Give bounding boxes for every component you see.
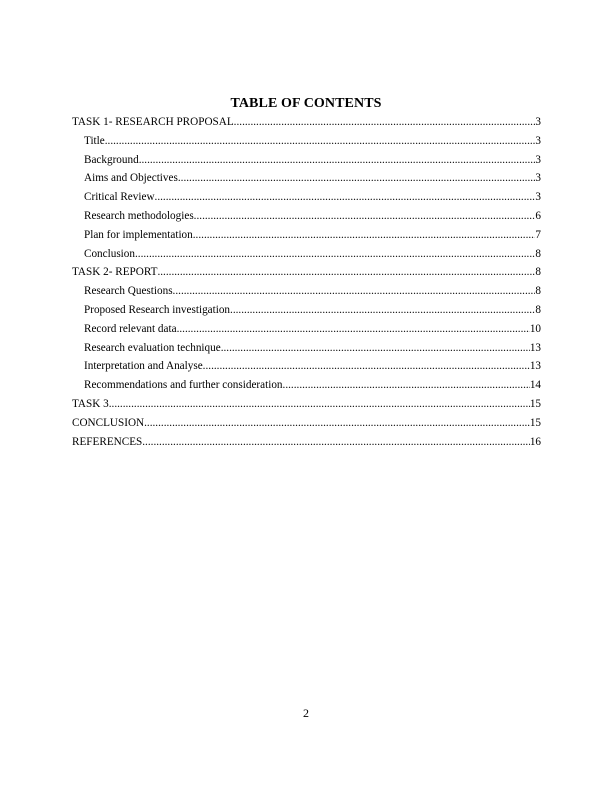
toc-entry-page: 15 bbox=[529, 397, 541, 410]
toc-dot-leader bbox=[193, 226, 536, 245]
toc-heading: TABLE OF CONTENTS bbox=[230, 96, 382, 111]
toc-entry-page: 6 bbox=[535, 209, 541, 222]
toc-entry-title: Interpretation and Analyse bbox=[84, 360, 203, 373]
toc-entry[interactable] bbox=[72, 226, 541, 245]
toc-entry-page: 16 bbox=[529, 435, 541, 448]
toc-entry[interactable] bbox=[72, 282, 541, 301]
toc-entry-title: TASK 1- RESEARCH PROPOSAL bbox=[72, 116, 234, 128]
toc-dot-leader bbox=[144, 414, 530, 433]
toc-entry-page: 13 bbox=[529, 341, 541, 354]
toc-dot-leader bbox=[234, 113, 536, 132]
toc-entry-page: 8 bbox=[535, 247, 541, 260]
toc-entry-title: TASK 3 bbox=[72, 397, 109, 410]
toc-entry-page: 3 bbox=[535, 116, 541, 128]
toc-dot-leader bbox=[142, 433, 530, 452]
toc-entry-title: Title bbox=[84, 134, 105, 147]
toc-dot-leader bbox=[155, 188, 536, 207]
toc-entry-title: Research evaluation technique bbox=[84, 341, 221, 354]
toc-dot-leader bbox=[157, 263, 535, 282]
toc-entry-title: CONCLUSION bbox=[72, 416, 145, 429]
toc-entry[interactable] bbox=[72, 376, 541, 395]
toc-entry-title: Recommendations and further consideration bbox=[84, 379, 283, 392]
toc-entry-page: 3 bbox=[535, 172, 541, 185]
toc-entry[interactable] bbox=[72, 433, 541, 452]
toc-entry-title: REFERENCES bbox=[72, 435, 143, 448]
toc-dot-leader bbox=[173, 282, 536, 301]
toc-dot-leader bbox=[135, 245, 535, 264]
toc-entry-title: Background bbox=[84, 153, 139, 166]
toc-entry-page: 8 bbox=[535, 303, 541, 316]
toc-entry[interactable] bbox=[72, 301, 541, 320]
toc-entry-title: Critical Review bbox=[84, 191, 155, 204]
toc-entry-title: Research methodologies bbox=[84, 209, 194, 222]
toc-dot-leader bbox=[194, 207, 536, 226]
toc-entry-page: 8 bbox=[535, 285, 541, 298]
toc-entry-page: 7 bbox=[535, 228, 541, 241]
toc-entry[interactable] bbox=[72, 188, 541, 207]
toc-entry-page: 14 bbox=[529, 379, 541, 392]
toc-entry-page: 8 bbox=[535, 266, 541, 279]
toc-entry[interactable] bbox=[72, 151, 541, 170]
toc-entry[interactable] bbox=[72, 207, 541, 226]
toc-entry[interactable] bbox=[72, 113, 541, 132]
toc-dot-leader bbox=[105, 132, 536, 151]
toc-entry-page: 13 bbox=[529, 360, 541, 373]
toc-entry-page: 10 bbox=[529, 322, 541, 335]
toc-entry[interactable] bbox=[72, 245, 541, 264]
table-of-contents bbox=[72, 113, 541, 451]
toc-dot-leader bbox=[109, 395, 530, 414]
toc-entry-page: 3 bbox=[535, 134, 541, 147]
toc-dot-leader bbox=[283, 376, 530, 395]
toc-entry[interactable] bbox=[72, 395, 541, 414]
toc-entry-page: 3 bbox=[535, 191, 541, 204]
toc-entry-title: Plan for implementation bbox=[84, 228, 193, 241]
toc-entry-title: Research Questions bbox=[84, 285, 173, 298]
toc-entry[interactable] bbox=[72, 263, 541, 282]
toc-dot-leader bbox=[178, 169, 536, 188]
toc-entry-title: Aims and Objectives bbox=[84, 172, 178, 185]
toc-entry[interactable] bbox=[72, 132, 541, 151]
toc-dot-leader bbox=[203, 357, 530, 376]
toc-entry-page: 3 bbox=[535, 153, 541, 166]
toc-dot-leader bbox=[230, 301, 535, 320]
toc-entry[interactable] bbox=[72, 414, 541, 433]
toc-entry-title: Record relevant data bbox=[84, 322, 177, 335]
page-number: 2 bbox=[303, 706, 309, 720]
toc-dot-leader bbox=[177, 320, 530, 339]
toc-entry-page: 15 bbox=[529, 416, 541, 429]
toc-entry-title: Proposed Research investigation bbox=[84, 303, 231, 316]
toc-entry[interactable] bbox=[72, 339, 541, 358]
toc-entry-title: TASK 2- REPORT bbox=[72, 266, 158, 279]
toc-entry-title: Conclusion bbox=[84, 247, 135, 260]
toc-dot-leader bbox=[221, 339, 530, 358]
toc-entry[interactable] bbox=[72, 357, 541, 376]
toc-entry[interactable] bbox=[72, 169, 541, 188]
toc-entry[interactable] bbox=[72, 320, 541, 339]
toc-dot-leader bbox=[139, 151, 536, 170]
